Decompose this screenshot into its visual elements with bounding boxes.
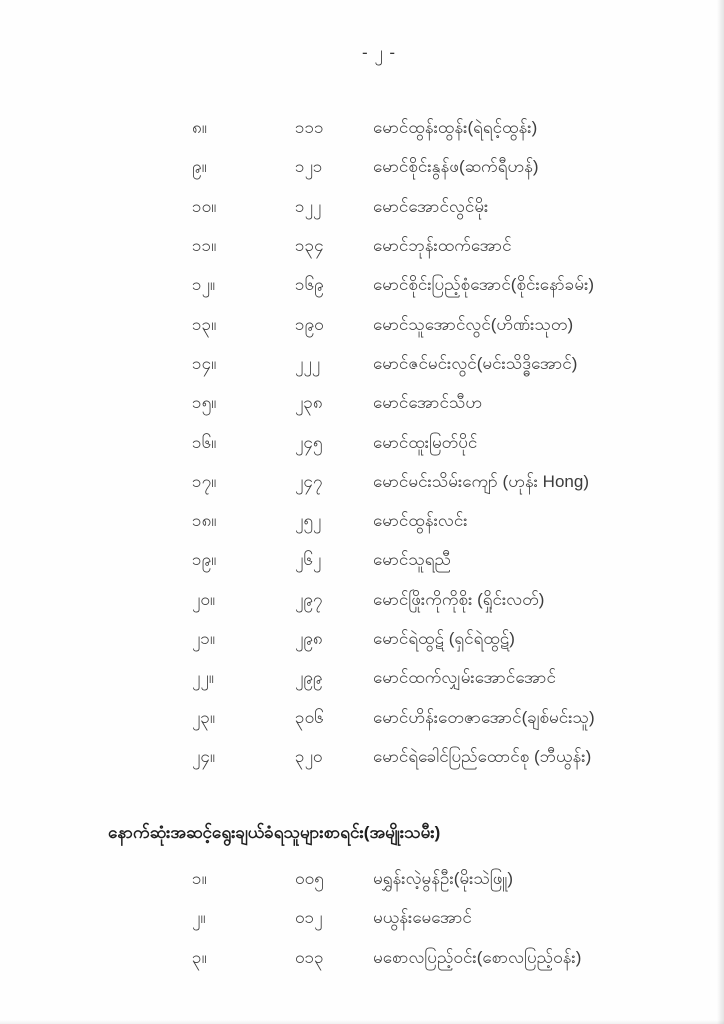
table-row bbox=[192, 940, 694, 979]
row-roll-number: ၃၂၀ bbox=[295, 746, 323, 766]
row-roll-number: ၂၆၂ bbox=[295, 550, 322, 570]
row-roll-number: ၀၀၅ bbox=[295, 869, 324, 889]
row-name: မောင်ထက်လျှမ်းအောင်အောင် bbox=[373, 668, 556, 688]
row-roll-number: ၁၉၀ bbox=[295, 314, 324, 334]
row-serial: ၁။ bbox=[192, 869, 207, 889]
row-serial: ၁၃။ bbox=[192, 314, 217, 334]
row-roll-number: ၂၂၂ bbox=[295, 353, 321, 373]
row-name: မောင်ထွန်းလင်း bbox=[373, 511, 468, 531]
row-roll-number: ၃၀၆ bbox=[295, 707, 324, 727]
row-name: မရွှန်းလဲ့မွန်ဦး(မိုးသဲဖြူ) bbox=[373, 869, 514, 889]
row-serial: ၈။ bbox=[192, 118, 207, 138]
row-roll-number: ၂၅၂ bbox=[295, 511, 322, 531]
row-roll-number: ၂၉၇ bbox=[295, 589, 323, 609]
row-name: မောင်အောင်လွင်မိုး bbox=[373, 196, 489, 216]
row-roll-number: ၁၂၂ bbox=[295, 196, 322, 216]
row-serial: ၁၅။ bbox=[192, 393, 217, 413]
row-serial: ၁၂။ bbox=[192, 275, 216, 295]
row-serial: ၁၇။ bbox=[192, 471, 217, 491]
table-row bbox=[192, 267, 694, 306]
row-serial: ၁၀။ bbox=[192, 196, 217, 216]
table-row bbox=[192, 621, 694, 660]
row-serial: ၂၂။ bbox=[192, 668, 214, 688]
table-row bbox=[192, 699, 694, 738]
row-serial: ၉။ bbox=[192, 157, 207, 177]
row-roll-number: ၂၉၉ bbox=[295, 668, 323, 688]
row-serial: ၁၄။ bbox=[192, 353, 217, 373]
row-name: မောင်သူရညီ bbox=[373, 550, 451, 570]
table-row bbox=[192, 385, 694, 424]
row-serial: ၂။ bbox=[192, 908, 206, 928]
final-selectees-male-list bbox=[192, 110, 694, 778]
table-row bbox=[192, 464, 694, 503]
scan-edge-shadow bbox=[717, 0, 724, 1024]
table-row bbox=[192, 228, 694, 267]
table-row bbox=[192, 110, 694, 149]
table-row bbox=[192, 503, 694, 542]
row-name: မစောလပြည့်ဝင်း(စောလပြည့်ဝန်း) bbox=[373, 947, 582, 967]
row-serial: ၁၉။ bbox=[192, 550, 217, 570]
table-row bbox=[192, 900, 694, 939]
table-row bbox=[192, 189, 694, 228]
female-section-heading: နောက်ဆုံးအဆင့်ရွေးချယ်ခံရသူများစာရင်း(အမျိုးသမီး) bbox=[108, 823, 441, 842]
row-roll-number: ၂၃၈ bbox=[295, 393, 323, 413]
row-roll-number: ၁၃၄ bbox=[295, 236, 324, 256]
row-name: မောင်ဟိန်းတေဇာအောင်(ချစ်မင်းသူ) bbox=[373, 707, 595, 727]
row-serial: ၁၁။ bbox=[192, 236, 217, 256]
row-roll-number: ၁၆၉ bbox=[295, 275, 324, 295]
row-name: မောင်ထွန်းထွန်း(ရဲရင့်ထွန်း) bbox=[373, 118, 538, 138]
row-serial: ၂၃။ bbox=[192, 707, 216, 727]
row-roll-number: ၂၄၅ bbox=[295, 432, 323, 452]
table-row bbox=[192, 739, 694, 778]
table-row bbox=[192, 424, 694, 463]
final-selectees-female-list bbox=[192, 861, 694, 979]
table-row bbox=[192, 346, 694, 385]
row-roll-number: ၂၄၇ bbox=[295, 471, 323, 491]
scan-edge-shadow-bottom bbox=[0, 1020, 724, 1024]
row-serial: ၂၁။ bbox=[192, 629, 216, 648]
table-row bbox=[192, 861, 694, 900]
row-name: မောင်ဇင်မင်းလွင်(မင်းသိဒ္ဓိအောင်) bbox=[373, 353, 578, 373]
page-number: - ၂ - bbox=[361, 43, 397, 62]
table-row bbox=[192, 149, 694, 188]
row-name: မောင်ရဲခေါင်ပြည်ထောင်စု (ဘီယွန်း) bbox=[373, 746, 592, 766]
row-serial: ၃။ bbox=[192, 947, 207, 967]
row-serial: ၂၄။ bbox=[192, 746, 216, 766]
row-name: မောင်မင်းသိမ်းကျော် (ဟုန်း Hong) bbox=[373, 471, 589, 491]
row-name: မောင်ဖြိုးကိုကိုစိုး (ရှိုင်းလတ်) bbox=[373, 589, 545, 609]
row-name: မောင်သူအောင်လွင်(ဟိဏ်းသုတ) bbox=[373, 314, 574, 334]
row-name: မောင်ရဲထွဋ် (ရှင်ရဲထွဋ်) bbox=[373, 629, 515, 648]
row-name: မယွန်းမေအောင် bbox=[373, 908, 472, 928]
table-row bbox=[192, 306, 694, 345]
row-serial: ၁၈။ bbox=[192, 511, 217, 531]
row-serial: ၂၀။ bbox=[192, 589, 216, 609]
table-row bbox=[192, 660, 694, 699]
row-roll-number: ၁၂၁ bbox=[295, 157, 323, 177]
row-name: မောင်စိုင်းပြည့်စုံအောင်(စိုင်းနော်ခမ်း) bbox=[373, 275, 595, 295]
row-name: မောင်စိုင်းနွန်ဖ(ဆက်ရီဟန်) bbox=[373, 157, 539, 177]
table-row bbox=[192, 542, 694, 581]
row-roll-number: ၀၁၂ bbox=[295, 908, 323, 928]
row-roll-number: ၂၉၈ bbox=[295, 629, 323, 648]
row-name: မောင်ဘုန်းထက်အောင် bbox=[373, 236, 512, 256]
row-roll-number: ၁၁၁ bbox=[295, 118, 324, 138]
row-name: မောင်ထူးမြတ်ပိုင် bbox=[373, 432, 478, 452]
table-row bbox=[192, 582, 694, 621]
row-name: မောင်အောင်သီဟ bbox=[373, 393, 483, 413]
row-serial: ၁၆။ bbox=[192, 432, 217, 452]
row-roll-number: ၀၁၃ bbox=[295, 947, 324, 967]
